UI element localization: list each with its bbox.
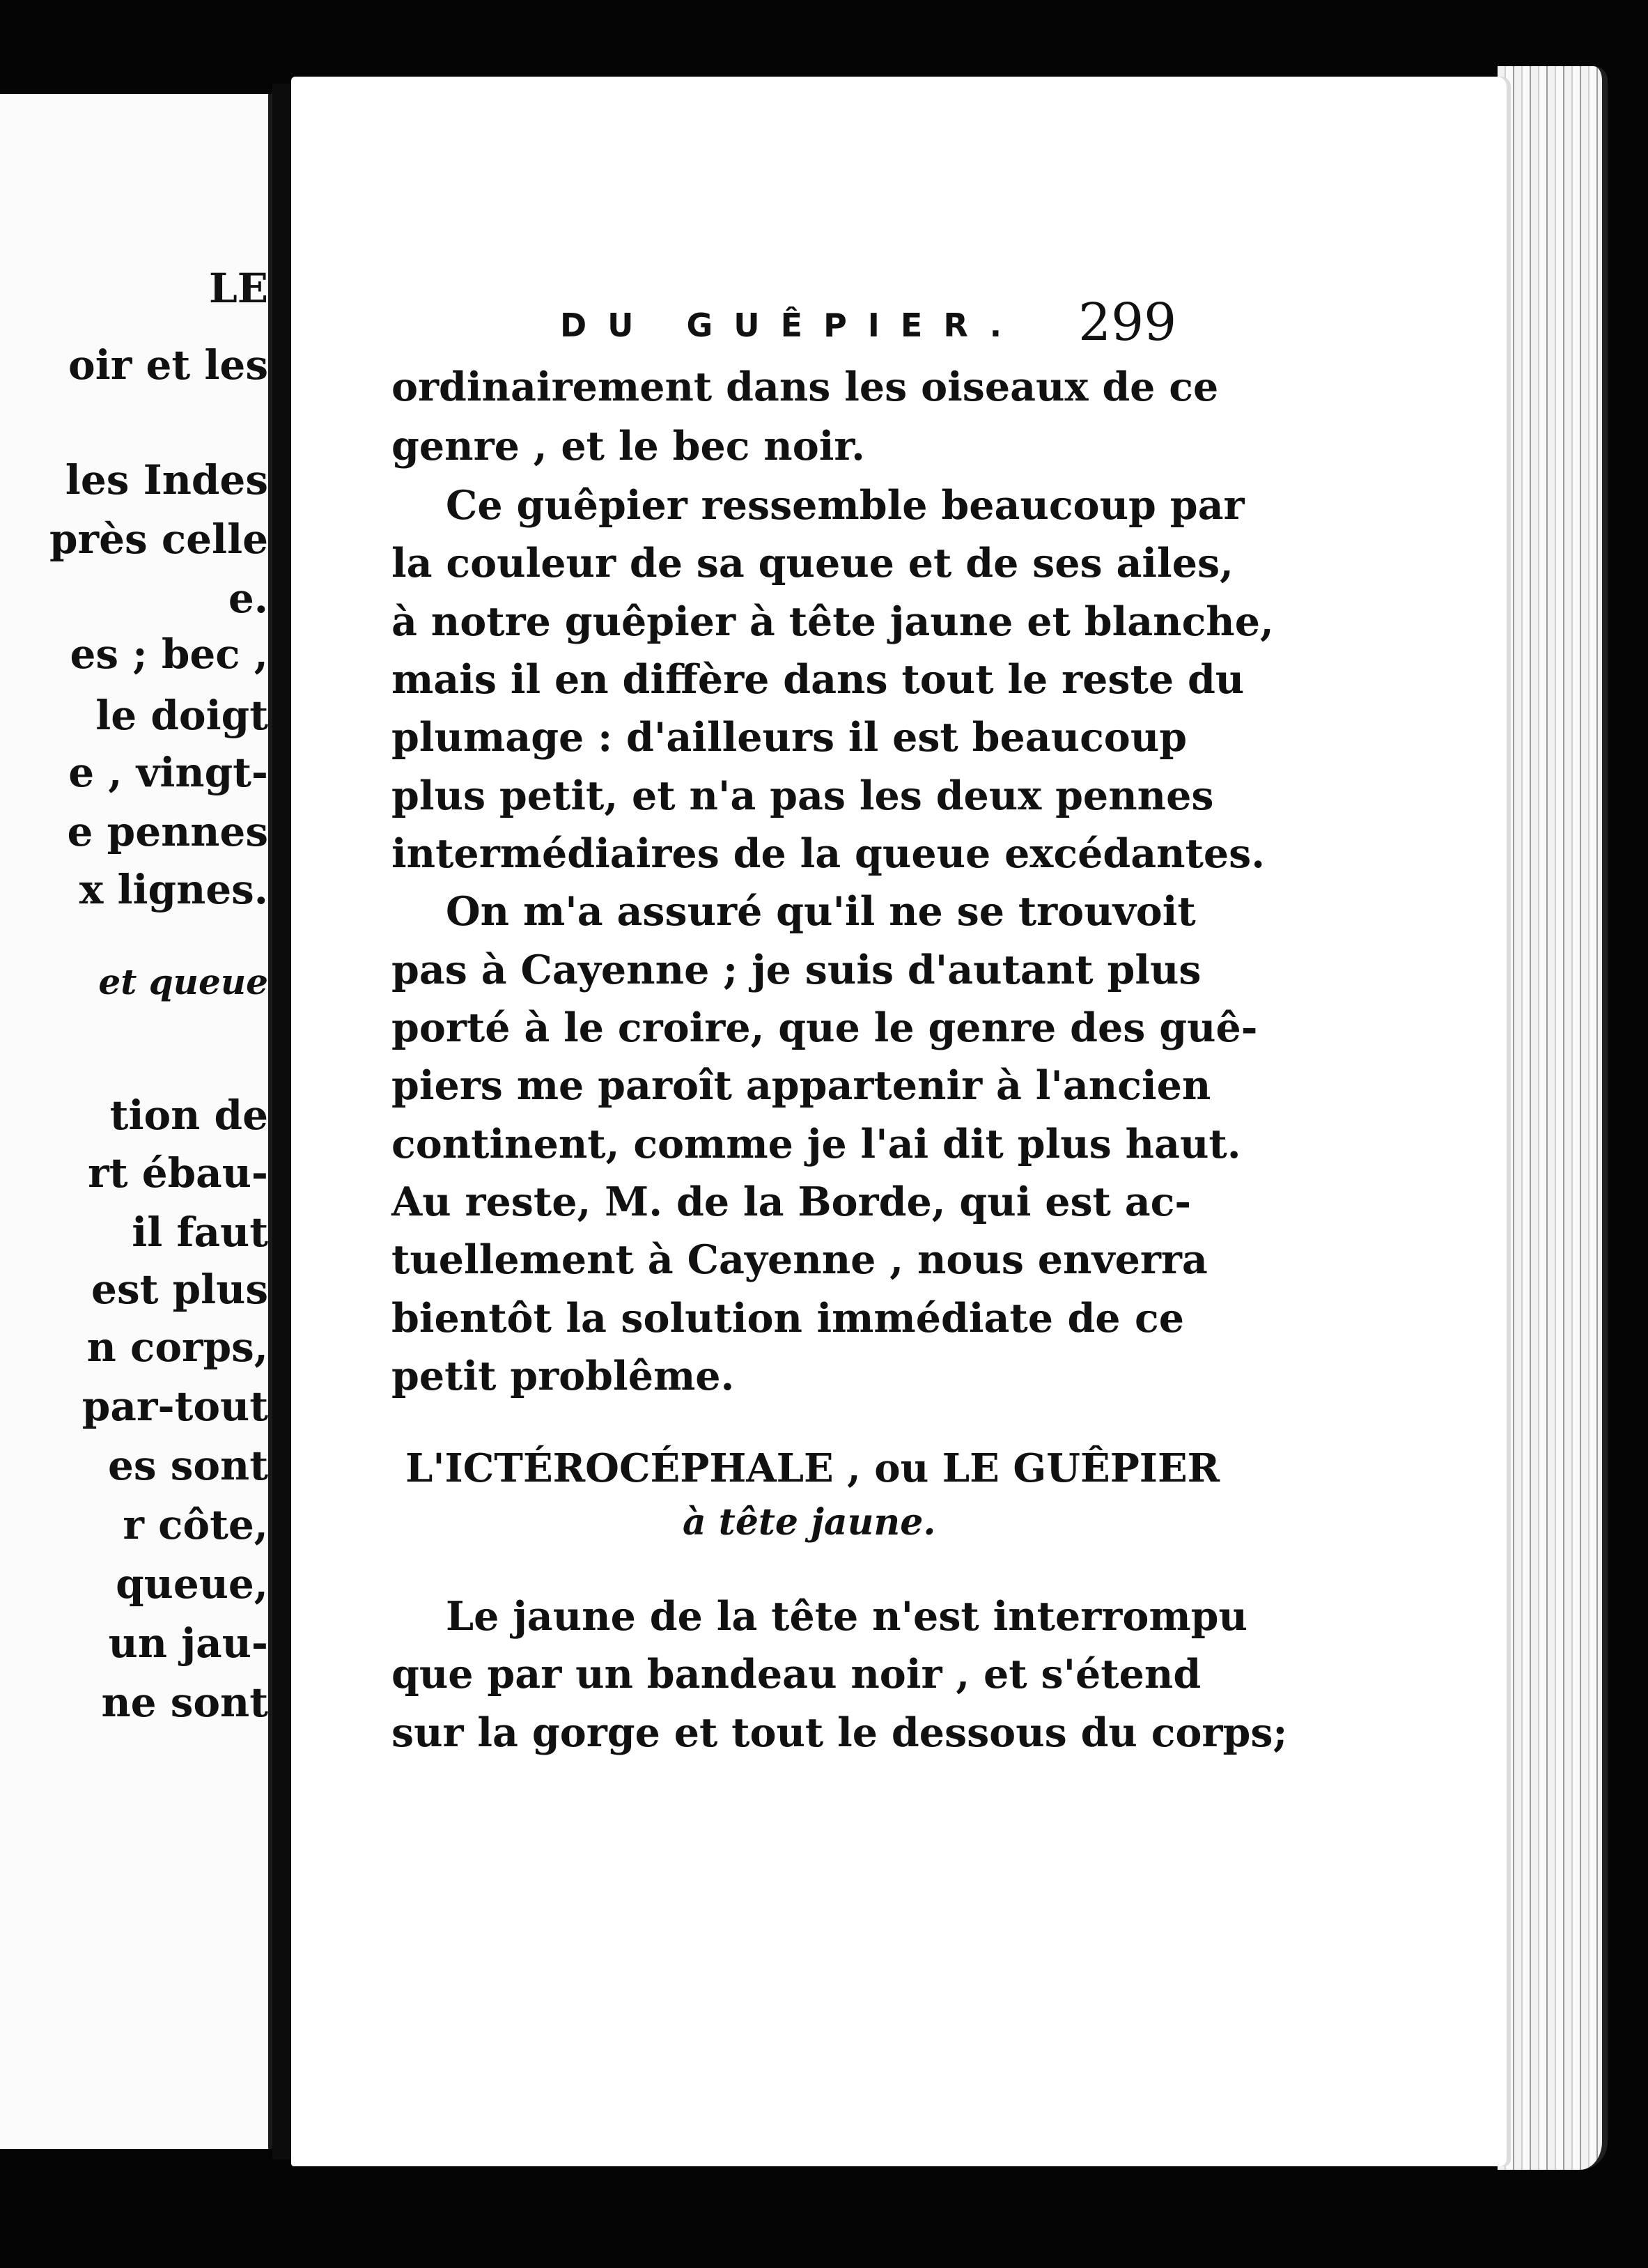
book-gutter xyxy=(272,84,290,2159)
body-line: pas à Cayenne ; je suis d'autant plus xyxy=(391,947,1202,993)
body-line: la couleur de sa queue et de ses ailes, xyxy=(391,540,1234,587)
body-line: genre , et le bec noir. xyxy=(391,423,866,469)
left-page-line: rt ébau- xyxy=(88,1149,268,1197)
left-page-line: par-tout xyxy=(81,1383,268,1430)
left-page-line: LE xyxy=(209,265,268,312)
body-line: piers me paroît appartenir à l'ancien xyxy=(391,1062,1211,1109)
left-page-line: il faut xyxy=(132,1209,268,1256)
left-page-line: e , vingt- xyxy=(68,749,268,796)
left-page-line: queue, xyxy=(116,1560,268,1608)
left-page-line: oir et les xyxy=(68,341,268,389)
body-line: plumage : d'ailleurs il est beaucoup xyxy=(391,714,1188,761)
left-page-line: près celle xyxy=(49,515,268,563)
left-page-line: es sont xyxy=(107,1442,268,1489)
left-page-line: r côte, xyxy=(123,1501,268,1548)
body-line: Ce guêpier ressemble beaucoup par xyxy=(446,482,1245,529)
left-page-line: les Indes xyxy=(65,456,268,504)
left-page-line: x lignes. xyxy=(79,866,268,913)
page-number: 299 xyxy=(1078,293,1177,352)
body-line: ordinairement dans les oiseaux de ce xyxy=(391,364,1219,410)
section-line: Le jaune de la tête n'est interrompu xyxy=(446,1593,1247,1640)
section-line: que par un bandeau noir , et s'étend xyxy=(391,1651,1202,1698)
left-page-line: est plus xyxy=(91,1266,268,1313)
body-line: tuellement à Cayenne , nous enverra xyxy=(391,1236,1208,1283)
body-line: mais il en diffère dans tout le reste du xyxy=(391,656,1245,703)
left-page-line: es ; bec , xyxy=(70,630,268,678)
body-line: bientôt la solution immédiate de ce xyxy=(391,1295,1184,1342)
section-subheading: à tête jaune. xyxy=(683,1501,936,1544)
body-line: intermédiaires de la queue excédantes. xyxy=(391,830,1266,877)
body-line: plus petit, et n'a pas les deux pennes xyxy=(391,772,1214,819)
section-heading: L'ICTÉROCÉPHALE , ou LE GUÊPIER xyxy=(405,1445,1220,1491)
section-line: sur la gorge et tout le dessous du corps; xyxy=(391,1709,1288,1756)
left-page-fragment xyxy=(0,94,272,2149)
body-line: continent, comme je l'ai dit plus haut. xyxy=(391,1121,1241,1167)
body-line: petit problême. xyxy=(391,1353,735,1399)
left-page-line: le doigt xyxy=(95,692,268,739)
body-line: à notre guêpier à tête jaune et blanche, xyxy=(391,598,1274,645)
body-line: On m'a assuré qu'il ne se trouvoit xyxy=(446,888,1196,935)
left-page-line: tion de xyxy=(109,1092,268,1139)
body-line: Au reste, M. de la Borde, qui est ac- xyxy=(391,1179,1192,1225)
left-page-line: e. xyxy=(228,575,268,622)
page-edge-stack xyxy=(1498,66,1608,2170)
left-page-line: un jau- xyxy=(108,1620,268,1667)
left-page-line: et queue xyxy=(98,961,268,1002)
left-page-line: e pennes xyxy=(67,808,268,855)
left-page-line: ne sont xyxy=(101,1679,268,1726)
left-page-line: n corps, xyxy=(86,1323,268,1371)
body-line: porté à le croire, que le genre des guê- xyxy=(391,1004,1258,1051)
running-title: DU GUÊPIER. xyxy=(560,306,1023,344)
